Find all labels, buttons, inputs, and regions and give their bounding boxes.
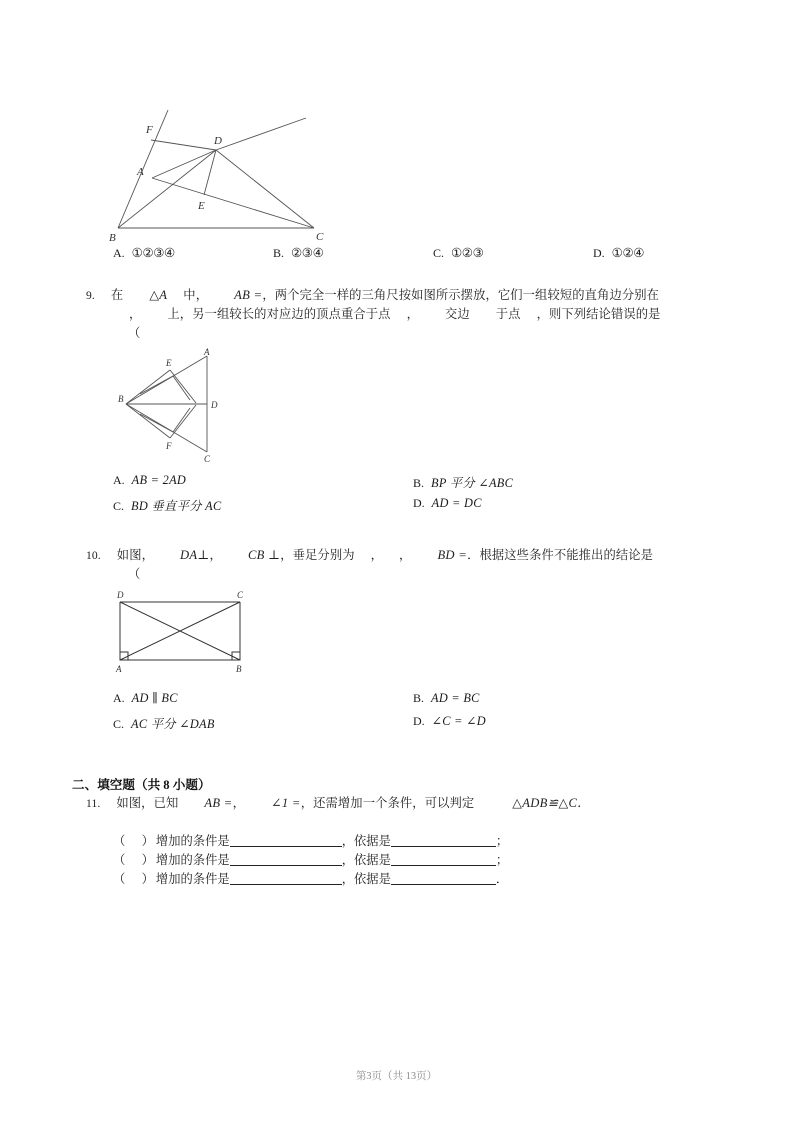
question-9-line-3	[128, 324, 140, 343]
q8-option-c[interactable]	[433, 245, 593, 261]
q11-row1-input-1[interactable]	[230, 833, 342, 847]
q10-option-d-text: ∠C = ∠D	[431, 714, 486, 728]
question-9-number: 9.	[86, 289, 95, 302]
q8-option-c-text: ①②③	[451, 246, 484, 260]
q11-row1-paren[interactable]: （ ）	[113, 834, 156, 848]
q9-text-d: ，	[129, 307, 142, 321]
question-10-options	[113, 691, 673, 737]
q9-option-c[interactable]	[113, 496, 413, 514]
q11-angle-expr: ∠1 =	[271, 796, 301, 810]
question-11-blank-row-2	[113, 850, 508, 868]
question-11-line-1	[86, 794, 736, 813]
q10-text-b: ，	[209, 548, 222, 562]
figure9-label-C: C	[204, 454, 211, 464]
q8-option-b-letter: B.	[273, 246, 285, 260]
q9-option-b-letter: B.	[413, 476, 425, 490]
q10-option-b-text: AD = BC	[431, 691, 480, 705]
q9-text-c: ，两个完全一样的三角尺按如图所示摆放，它们一组较短的直角边分别在	[262, 288, 660, 302]
q8-option-a-text: ①②③④	[131, 246, 175, 260]
q10-da-expr: DA⊥	[180, 548, 210, 562]
q11-row1-end: ；	[495, 834, 509, 848]
question-9-line-2	[113, 305, 733, 324]
q9-option-c-text: BD 垂直平分 AC	[131, 499, 222, 513]
q11-row3-input-1[interactable]	[230, 871, 342, 885]
figure8-label-D: D	[214, 135, 222, 147]
figure9-label-A: A	[204, 347, 210, 357]
figure8-label-A: A	[137, 166, 144, 178]
figure10-label-C: C	[237, 590, 244, 600]
q11-row2-input-2[interactable]	[391, 852, 496, 866]
q9-text-i: ，则下列结论错误的是	[536, 307, 661, 321]
q8-option-d-text: ①②④	[611, 246, 645, 260]
question-11-blank-row-3	[113, 869, 508, 887]
q10-open-paren: （	[128, 567, 141, 581]
q9-text-a: 在	[110, 288, 124, 302]
q10-text-a: 如图，	[116, 548, 154, 562]
q10-option-c-letter: C.	[113, 717, 125, 731]
question-11-blank-row-1	[113, 831, 508, 849]
figure-question-9	[118, 348, 248, 462]
figure8-label-B: B	[109, 232, 116, 244]
q9-option-c-letter: C.	[113, 499, 125, 513]
q10-bd-expr: BD =	[437, 548, 468, 562]
question-9-line-1	[86, 286, 726, 305]
q11-ab-expr: AB =	[204, 796, 233, 810]
question-10-line-1	[86, 546, 736, 565]
q10-option-c-text: AC 平分 ∠DAB	[131, 717, 215, 731]
figure8-label-C: C	[316, 231, 324, 243]
q9-option-d-text: AD = DC	[431, 496, 482, 510]
q8-option-b-text: ②③④	[291, 246, 324, 260]
figure10-label-B: B	[236, 664, 242, 674]
q8-option-d-letter: D.	[593, 246, 605, 260]
q11-row1-input-2[interactable]	[391, 833, 496, 847]
section-2-heading: 二、填空题（共 8 小题）	[72, 778, 211, 792]
q11-row3-label1: 增加的条件是	[155, 872, 230, 886]
q11-text-b: ，	[232, 796, 246, 810]
q10-option-a[interactable]	[113, 691, 413, 706]
q11-row2-label2: ，依据是	[341, 853, 391, 867]
q10-option-b-letter: B.	[413, 691, 425, 705]
q9-option-b-text: BP 平分 ∠ABC	[431, 476, 514, 490]
q11-row2-end: ；	[495, 853, 509, 867]
q8-option-a[interactable]	[113, 245, 273, 261]
figure9-label-B: B	[118, 394, 124, 404]
q9-option-d[interactable]	[413, 496, 673, 511]
q11-row3-end: ．	[495, 872, 509, 886]
q11-row2-input-1[interactable]	[230, 852, 342, 866]
q11-row1-label2: ，依据是	[341, 834, 391, 848]
q9-text-f: ，	[406, 307, 419, 321]
figure8-label-F: F	[146, 124, 153, 136]
question-8-options	[113, 245, 753, 261]
q10-option-a-letter: A.	[113, 691, 125, 705]
q8-option-d[interactable]	[593, 245, 753, 261]
q10-option-b[interactable]	[413, 691, 673, 706]
q10-text-d: ，	[370, 548, 384, 562]
q10-text-e: ，	[399, 548, 412, 562]
q10-option-a-text: AD ∥ BC	[131, 691, 178, 705]
figure10-label-A: A	[116, 664, 122, 674]
figure8-label-E: E	[198, 200, 205, 212]
q11-row2-paren[interactable]: （ ）	[113, 853, 156, 867]
q10-option-d[interactable]	[413, 714, 673, 729]
q9-text-b: 中，	[183, 288, 209, 302]
q8-option-b[interactable]	[273, 245, 433, 261]
q9-option-a-letter: A.	[113, 473, 125, 487]
q11-text-a: 如图，已知	[116, 796, 179, 810]
q10-text-f: ．根据这些条件不能推出的结论是	[467, 548, 654, 562]
q10-text-c: ，垂足分别为	[280, 548, 355, 562]
q9-text-g: 交边	[444, 307, 470, 321]
q8-option-a-letter: A.	[113, 246, 125, 260]
q9-text-e: 上，另一组较长的对应边的顶点重合于点	[167, 307, 391, 321]
q11-congruence-expr: △ADB≌△C．	[512, 796, 591, 810]
q9-text-h: 于点	[495, 307, 521, 321]
q11-text-c: ，还需增加一个条件，可以判定	[300, 796, 475, 810]
q9-option-d-letter: D.	[413, 496, 425, 510]
q11-row3-label2: ，依据是	[341, 872, 391, 886]
q11-row1-label1: 增加的条件是	[155, 834, 230, 848]
q9-option-a[interactable]	[113, 473, 413, 488]
q10-cb-expr: CB ⊥	[247, 548, 281, 562]
question-10-number: 10.	[86, 549, 101, 562]
page-footer: 第3页（共 13页）	[355, 1071, 438, 1082]
figure-question-8	[106, 100, 346, 245]
figure-question-10	[112, 590, 312, 674]
q11-row3-paren[interactable]: （ ）	[113, 872, 156, 886]
q9-ab-expr: AB =	[234, 288, 263, 302]
q10-option-d-letter: D.	[413, 714, 425, 728]
question-11-number: 11.	[86, 797, 101, 810]
figure10-label-D: D	[117, 590, 124, 600]
q11-row3-input-2[interactable]	[391, 871, 496, 885]
q9-triangle-a: △A	[149, 288, 168, 302]
figure9-label-F: F	[166, 441, 172, 451]
question-10-line-2	[128, 565, 140, 584]
q11-row2-label1: 增加的条件是	[155, 853, 230, 867]
q9-option-a-text: AB = 2AD	[131, 473, 187, 487]
question-9-options	[113, 473, 673, 519]
figure9-label-E: E	[166, 358, 172, 368]
q8-option-c-letter: C.	[433, 246, 445, 260]
q9-option-b[interactable]	[413, 473, 673, 491]
q10-option-c[interactable]	[113, 714, 413, 732]
figure9-label-D: D	[211, 400, 218, 410]
q9-open-paren: （	[128, 326, 141, 340]
